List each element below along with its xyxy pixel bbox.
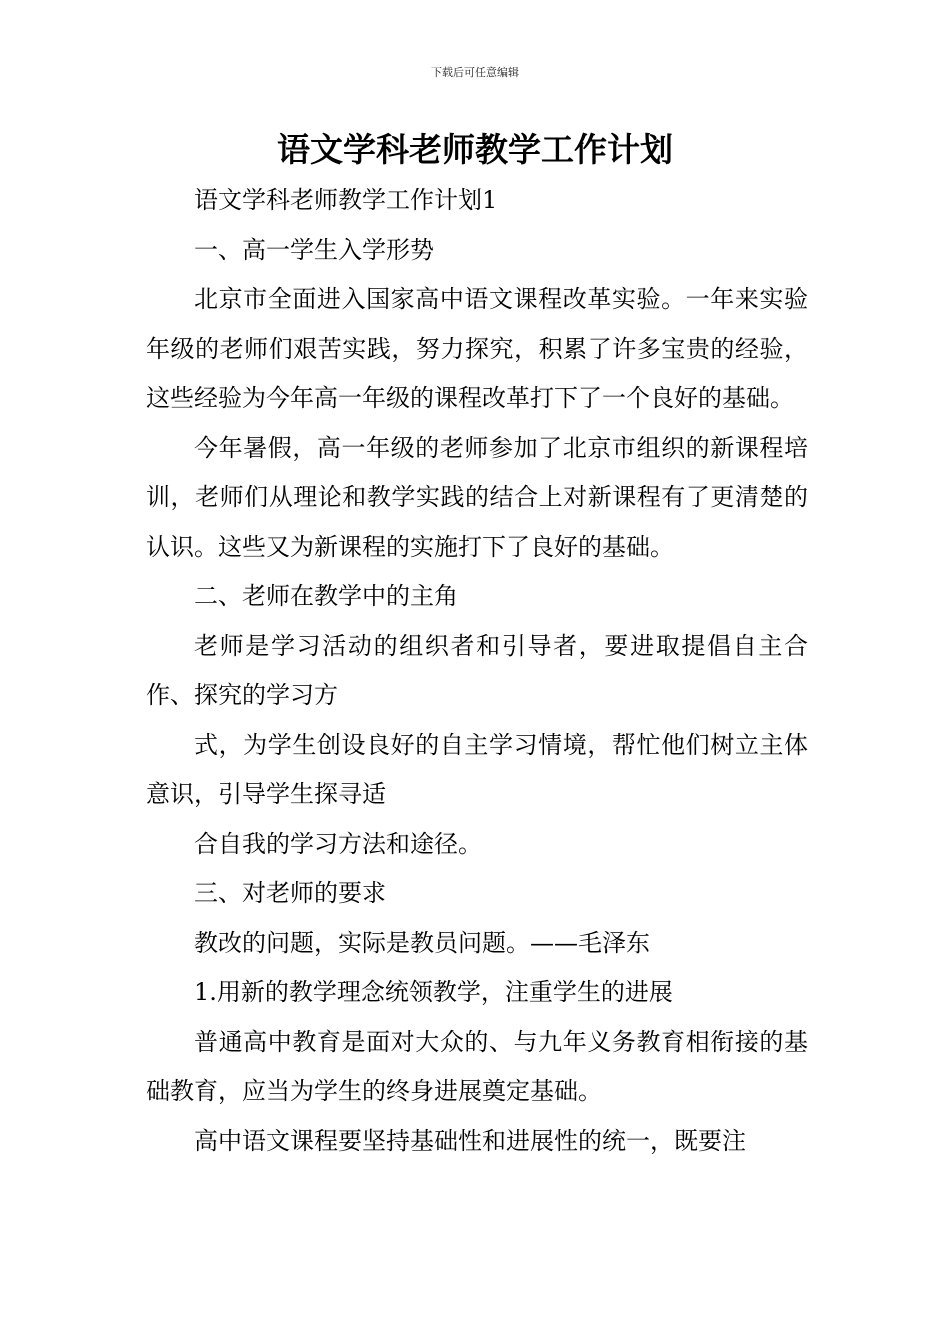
paragraph: 北京市全面进入国家高中语文课程改革实验。一年来实验年级的老师们艰苦实践，努力探究，积累了许多宝贵的经验，这些经验为今年高一年级的课程改革打下了一个良好的基础。 — [146, 285, 808, 412]
numbered-heading-1: 1.用新的教学理念统领教学，注重学生的进展 — [194, 978, 673, 1006]
section-heading-2: 二、老师在教学中的主角 — [194, 582, 458, 610]
paragraph: 今年暑假，高一年级的老师参加了北京市组织的新课程培训，老师们从理论和教学实践的结合上对新课程有了更清楚的认识。这些又为新课程的实施打下了良好的基础。 — [146, 433, 808, 561]
document-title: 语文学科老师教学工作计划 — [277, 130, 673, 169]
page-header-note: 下载后可任意编辑 — [431, 66, 519, 79]
paragraph: 式，为学生创设良好的自主学习情境，帮忙他们树立主体意识，引导学生探寻适 — [146, 730, 808, 808]
paragraph: 老师是学习活动的组织者和引导者，要进取提倡自主合作、探究的学习方 — [146, 631, 808, 709]
section-heading-3: 三、对老师的要求 — [194, 879, 386, 907]
paragraph: 普通高中教育是面对大众的、与九年义务教育相衔接的基础教育，应当为学生的终身进展奠定基础。 — [146, 1027, 808, 1105]
section-heading-1: 一、高一学生入学形势 — [194, 235, 434, 264]
paragraph: 合自我的学习方法和途径。 — [194, 829, 482, 858]
document-body — [146, 176, 808, 1166]
paragraph-subtitle: 语文学科老师教学工作计划1 — [194, 186, 498, 214]
paragraph: 高中语文课程要坚持基础性和进展性的统一，既要注 — [194, 1126, 746, 1155]
quote-paragraph: 教改的问题，实际是教员问题。——毛泽东 — [194, 928, 650, 957]
